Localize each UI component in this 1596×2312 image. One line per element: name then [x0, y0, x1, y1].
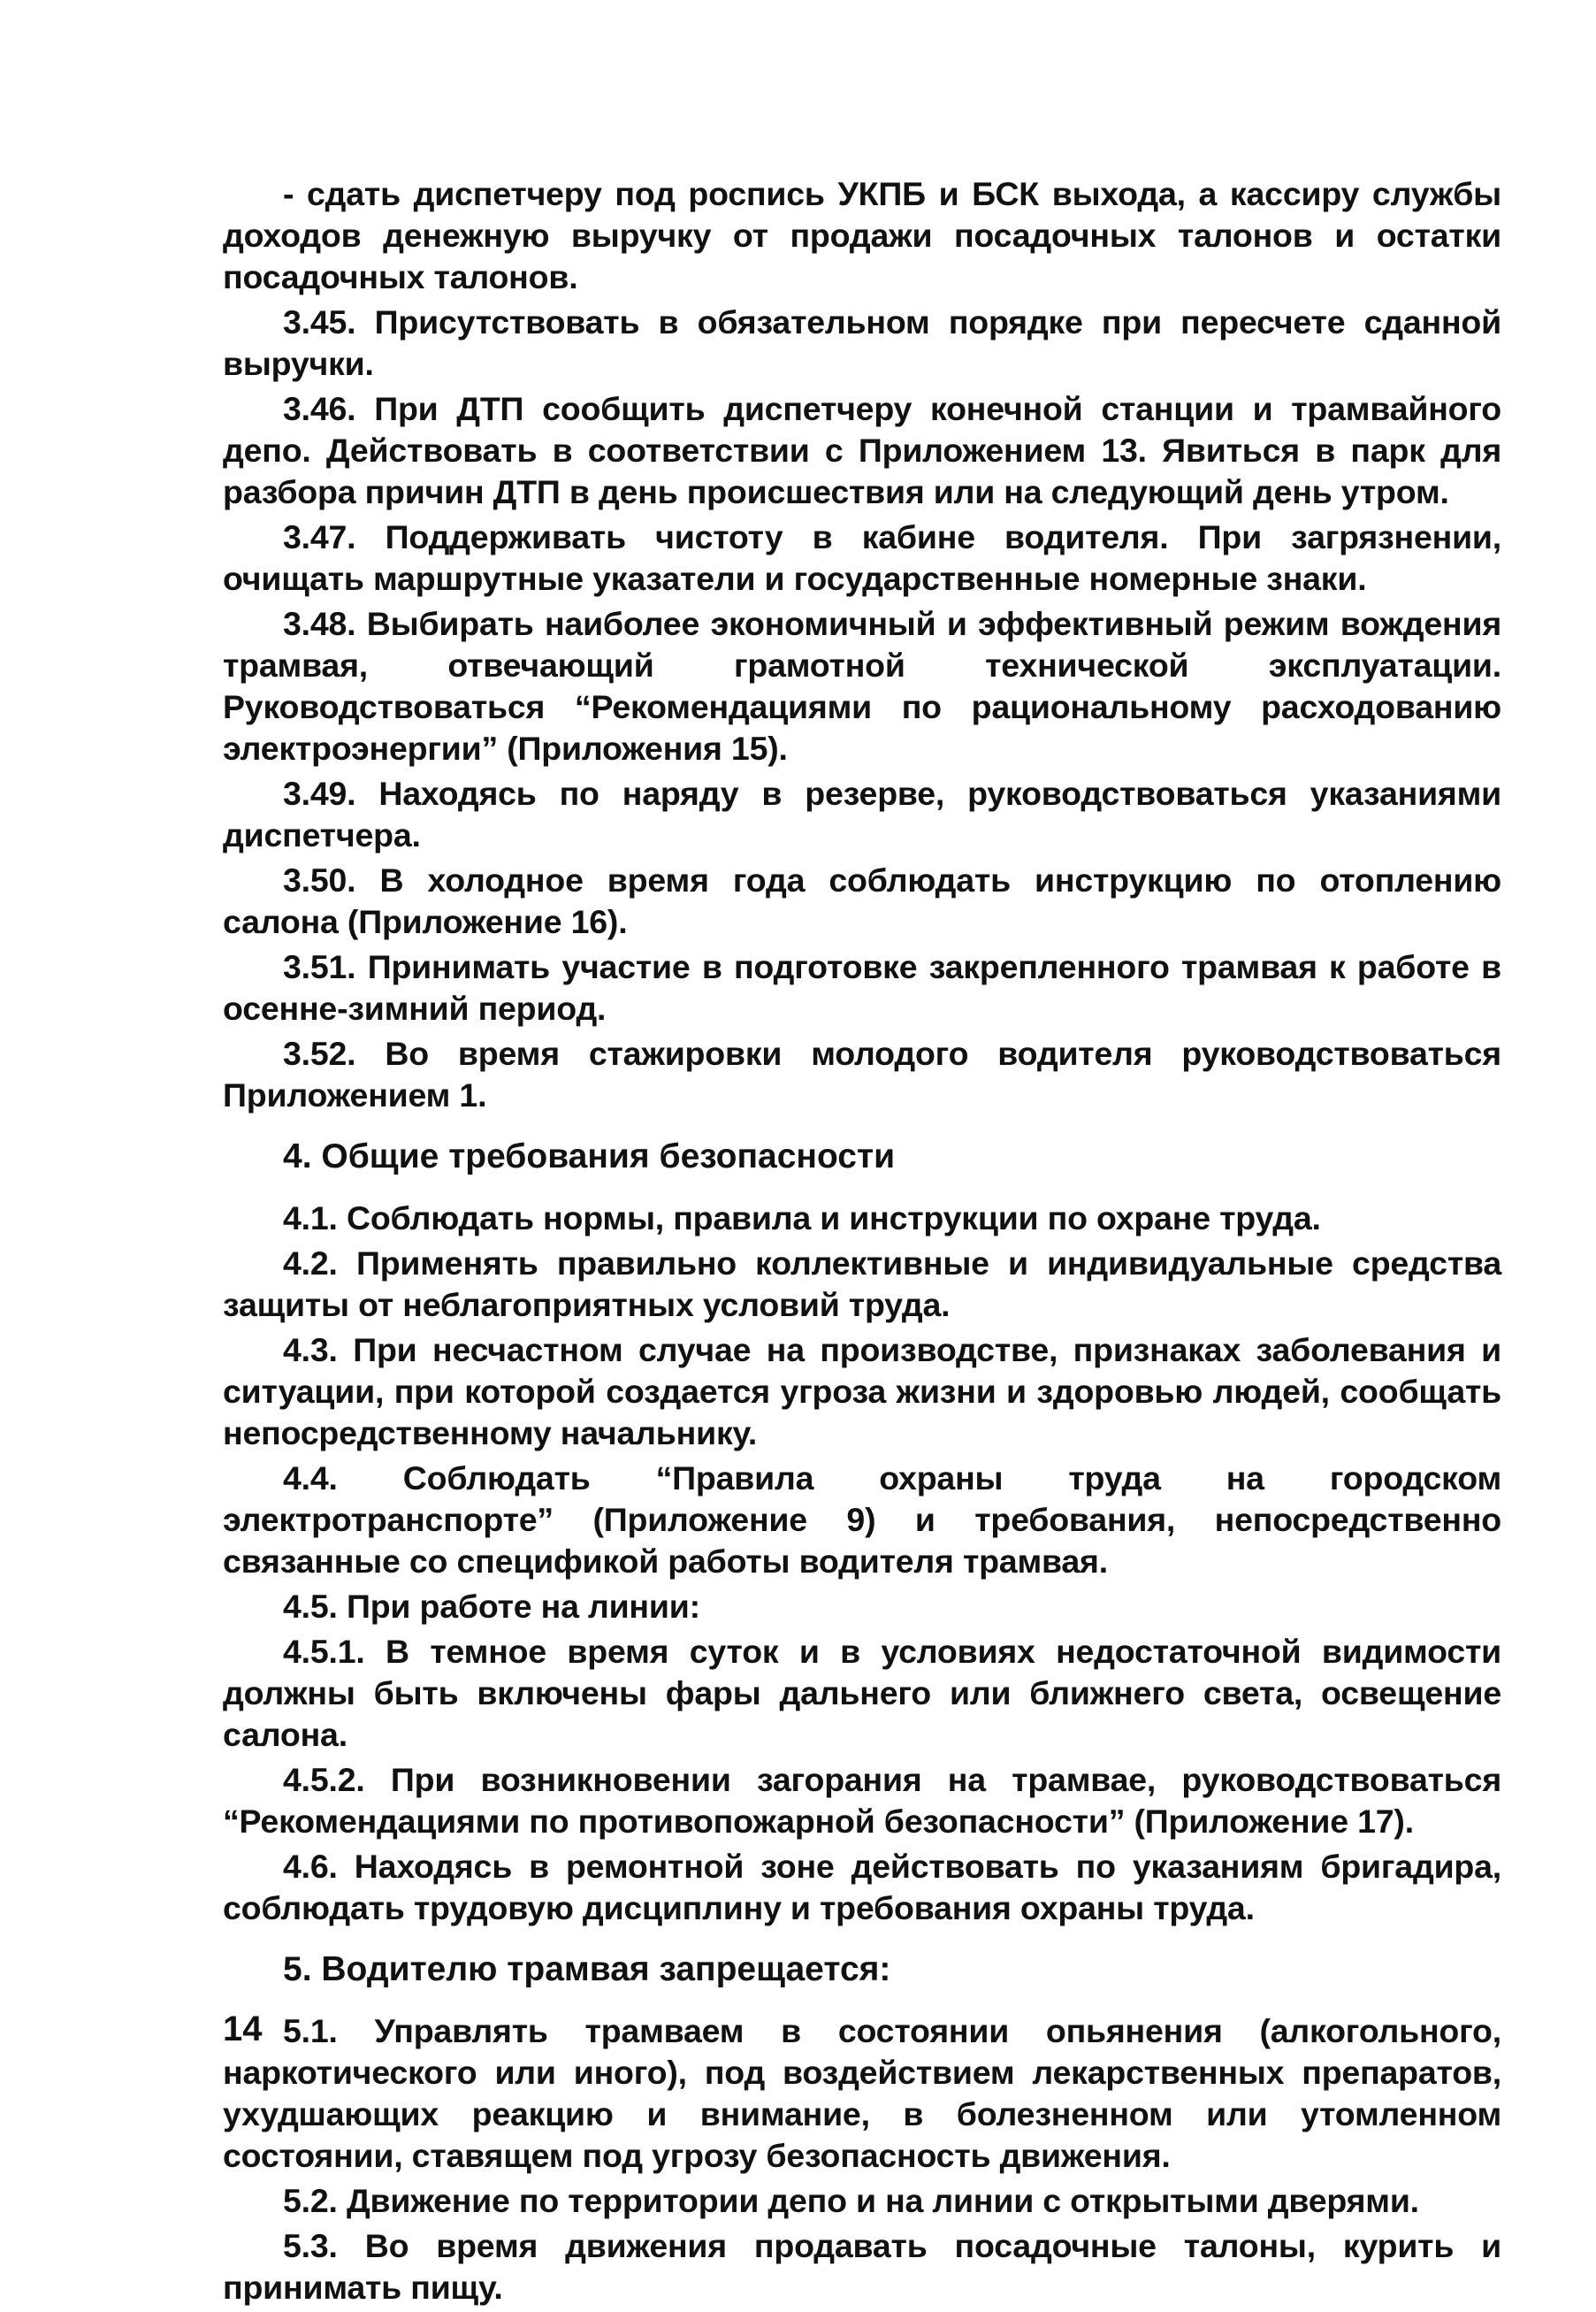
paragraph-4-1: 4.1. Соблюдать нормы, правила и инструкции по охране труда. [283, 1199, 1321, 1236]
paragraph-3-52: 3.52. Во время стажировки молодого водителя руководствоваться Приложением 1. [223, 1035, 1501, 1114]
paragraph-3-47: 3.47. Поддерживать чистоту в кабине водителя. При загрязнении, очищать маршрутные указатели и государственные номерные знаки. [223, 518, 1501, 597]
paragraph-4-5-2: 4.5.2. При возникновении загорания на трамвае, руководствоваться “Рекомендациями по противопожарной безопасности” (Приложение 17). [223, 1761, 1501, 1840]
paragraph-4-4: 4.4. Соблюдать “Правила охраны труда на городском электротранспорте” (Приложение 9) и требования, непосредственно связанные со спецификой работы водителя трамвая. [223, 1459, 1501, 1580]
page-number: 14 [223, 2010, 263, 2048]
paragraph-3-48: 3.48. Выбирать наиболее экономичный и эффективный режим вождения трамвая, отвечающий грамотной технической эксплуатации. Руководствоваться “Рекомендациями по рациональному расходованию электроэнергии” (Приложения 15). [223, 605, 1501, 767]
paragraph-3-45: 3.45. Присутствовать в обязательном порядке при пересчете сданной выручки. [223, 303, 1501, 382]
paragraph-5-3: 5.3. Во время движения продавать посадочные талоны, курить и принимать пищу. [223, 2227, 1501, 2306]
section-4-heading: 4. Общие требования безопасности [283, 1137, 896, 1175]
paragraph-3-46: 3.46. При ДТП сообщить диспетчеру конечной станции и трамвайного депо. Действовать в соответствии с Приложением 13. Явиться в парк для разбора причин ДТП в день происшествия или на следующий день утром. [223, 390, 1501, 510]
paragraph-3-49: 3.49. Находясь по наряду в резерве, руководствоваться указаниями диспетчера. [223, 775, 1501, 854]
paragraph-handover: - сдать диспетчеру под роспись УКПБ и БСК выхода, а кассиру службы доходов денежную выручку от продажи посадочных талонов и остатки посадочных талонов. [223, 175, 1501, 295]
paragraph-4-5-1: 4.5.1. В темное время суток и в условиях недостаточной видимости должны быть включены фары дальнего или ближнего света, освещение салона. [223, 1633, 1501, 1753]
paragraph-3-51: 3.51. Принимать участие в подготовке закрепленного трамвая к работе в осенне-зимний период. [223, 948, 1501, 1027]
section-5-heading: 5. Водителю трамвая запрещается: [283, 1950, 891, 1988]
paragraph-4-6: 4.6. Находясь в ремонтной зоне действовать по указаниям бригадира, соблюдать трудовую дисциплину и требования охраны труда. [223, 1848, 1501, 1926]
paragraph-5-1: 5.1. Управлять трамваем в состоянии опьянения (алкогольного, наркотического или иного), под воздействием лекарственных препаратов, ухудшающих реакцию и внимание, в болезненном или утомленном состоянии, ставящем под угрозу безопасность движения. [223, 2012, 1501, 2174]
document-page [223, 173, 1501, 2312]
paragraph-4-3: 4.3. При несчастном случае на производстве, признаках заболевания и ситуации, при которой создается угроза жизни и здоровью людей, сообщать непосредственному начальнику. [223, 1331, 1501, 1451]
paragraph-4-5: 4.5. При работе на линии: [283, 1588, 700, 1625]
paragraph-4-2: 4.2. Применять правильно коллективные и индивидуальные средства защиты от неблагоприятных условий труда. [223, 1244, 1501, 1323]
paragraph-3-50: 3.50. В холодное время года соблюдать инструкцию по отоплению салона (Приложение 16). [223, 861, 1501, 940]
paragraph-5-2: 5.2. Движение по территории депо и на линии с открытыми дверями. [283, 2182, 1419, 2219]
